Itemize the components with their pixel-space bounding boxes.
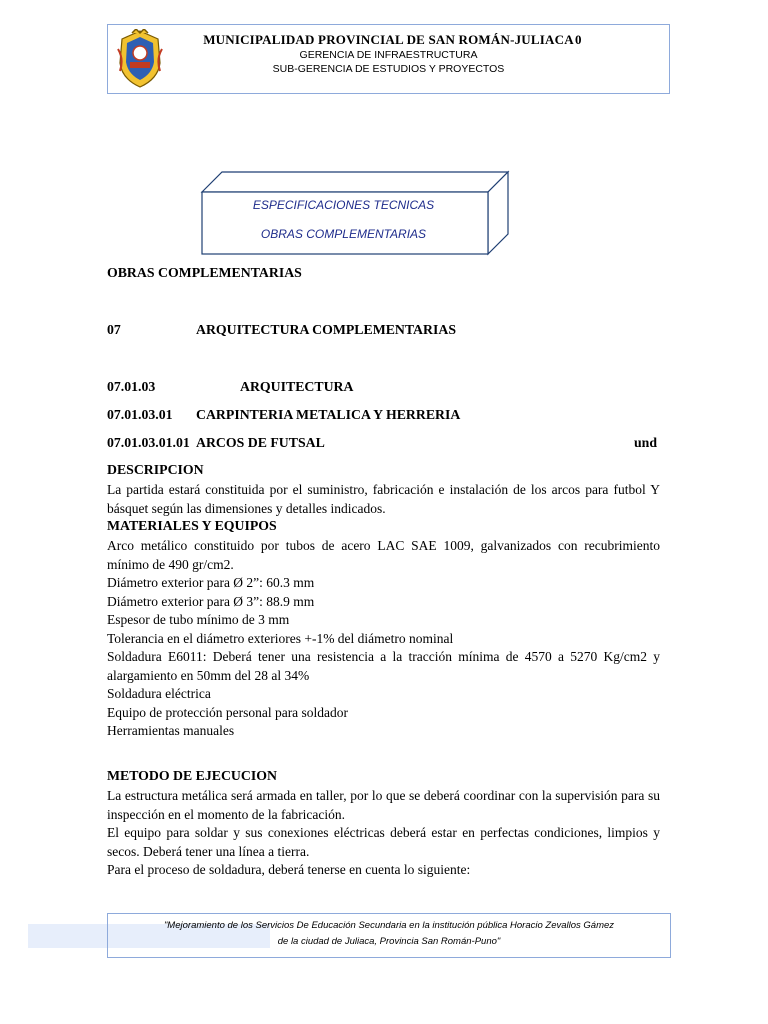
banner-line-1: ESPECIFICACIONES TECNICAS [252,198,435,212]
materiales-item: Tolerancia en el diámetro exteriores +-1% del diámetro nominal [107,630,454,646]
section-07-code: 07 [107,322,121,337]
materiales-list [107,537,660,741]
section-0701030101-title: ARCOS DE FUTSAL [196,435,325,450]
banner-line-2: OBRAS COMPLEMENTARIAS [260,227,427,241]
header-subtitle-2: SUB-GERENCIA DE ESTUDIOS Y PROYECTOS [272,63,505,75]
metodo-item: El equipo para soldar y sus conexiones eléctricas deberá estar en perfectas condiciones, limpios y secos. Deberá tener una línea a tierra. [107,825,660,859]
header-subtitle-1: GERENCIA DE INFRAESTRUCTURA [299,49,478,61]
section-070103-code: 07.01.03 [107,379,156,394]
materiales-item: Soldadura E6011: Deberá tener una resistencia a la tracción mínima de 4570 a 5270 Kg/cm2 y alargamiento en 50mm del 28 al 34% [107,649,660,683]
metodo-heading: METODO DE EJECUCION [107,768,277,783]
materiales-item: Arco metálico constituido por tubos de acero LAC SAE 1009, galvanizados con recubrimiento mínimo de 490 gr/cm2. [107,538,660,572]
section-0701030101-code: 07.01.03.01.01 [107,435,190,450]
materiales-item: Equipo de protección personal para soldador [107,704,349,720]
section-07010301-code: 07.01.03.01 [107,407,173,422]
page-footer [107,913,671,958]
materiales-item: Diámetro exterior para Ø 2”: 60.3 mm [107,575,315,590]
metodo-list [107,787,660,880]
materiales-heading: MATERIALES Y EQUIPOS [107,518,277,533]
section-070103-title: ARQUITECTURA [240,379,354,394]
metodo-item: La estructura metálica será armada en taller, por lo que se deberá coordinar con la supervisión para su inspección en el momento de la fabricación. [107,788,660,822]
materiales-item: Espesor de tubo mínimo de 3 mm [107,612,290,627]
main-section-title: OBRAS COMPLEMENTARIAS [107,265,302,280]
materiales-item: Diámetro exterior para Ø 3”: 88.9 mm [107,593,315,609]
section-0701030101-unit: und [634,435,658,450]
section-07-title: ARQUITECTURA COMPLEMENTARIAS [196,322,456,337]
header-code: 0 [575,32,582,47]
materiales-item: Soldadura eléctrica [107,686,211,701]
footer-line-1: "Mejoramiento de los Servicios De Educación Secundaria en la institución pública Horacio Zevallos Gámez [163,920,615,931]
descripcion-paragraph: La partida estará constituida por el suministro, fabricación e instalación de los arcos para futbol Y básquet según las dimensiones y detalles indicados. [107,482,660,516]
section-07010301-title: CARPINTERIA METALICA Y HERRERIA [196,407,461,422]
page-header [107,24,670,94]
materiales-item: Herramientas manuales [107,723,235,738]
footer-line-2: de la ciudad de Juliaca, Provincia San Román-Puno" [277,936,501,947]
descripcion-text [107,481,660,518]
header-title: MUNICIPALIDAD PROVINCIAL DE SAN ROMÁN-JULIACA [203,32,574,47]
metodo-item: Para el proceso de soldadura, deberá tenerse en cuenta lo siguiente: [107,862,471,877]
descripcion-heading: DESCRIPCION [107,462,204,477]
title-banner [200,170,510,256]
